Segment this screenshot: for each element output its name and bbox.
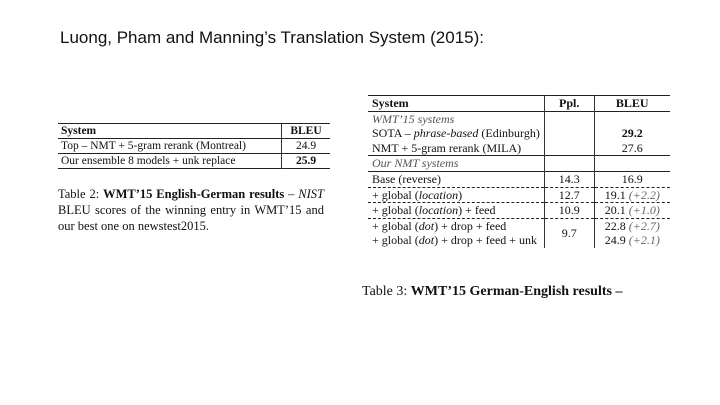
- t3-nmt-rerank-system: NMT + 5-gram rerank (MILA): [372, 140, 522, 155]
- table-2: [58, 123, 330, 169]
- slide-title: Luong, Pham and Manning’s Translation System (2015):: [60, 28, 484, 47]
- t3-base-ppl: 14.3: [544, 171, 594, 187]
- t3-gloc-bleu: 19.1 (+2.2): [594, 187, 670, 203]
- table-row: [368, 203, 670, 219]
- t2-caption-text: BLEU scores of the winning entry in WMT’15 and our best one on newstest2015.: [58, 203, 324, 233]
- t2-row1-system: Top – NMT + 5-gram rerank (Montreal): [61, 140, 246, 152]
- table-3: [368, 95, 670, 248]
- t3-caption-label: Table 3:: [362, 284, 408, 299]
- t3-gdotunk-bleu: 24.9 (+2.1): [594, 233, 670, 248]
- t3-glocfeed-ppl: 10.9: [544, 203, 594, 219]
- t3-base-bleu: 16.9: [594, 171, 670, 187]
- table-row: [368, 126, 670, 141]
- t3-caption-bold: WMT’15 German-English results –: [410, 284, 623, 299]
- t3-nmt-rerank-bleu: 27.6: [594, 141, 670, 156]
- t2-caption-label: Table 2:: [58, 187, 100, 201]
- t3-glocfeed-system: + global (location) + feed: [372, 203, 496, 218]
- t3-section-ours: Our NMT systems: [372, 156, 459, 171]
- t3-sota-bleu: 29.2: [594, 126, 670, 141]
- t3-gloc-system: + global (location): [372, 187, 463, 202]
- table-row: [368, 187, 670, 203]
- t2-caption-bold: WMT’15 English-German results: [103, 187, 285, 201]
- t3-gloc-ppl: 12.7: [544, 187, 594, 203]
- t3-sota-system: SOTA – phrase-based (Edinburgh): [372, 126, 540, 141]
- t3-header-bleu: BLEU: [594, 96, 670, 112]
- table-3-caption: [362, 284, 672, 300]
- table-row: [368, 233, 670, 248]
- t3-header-system: System: [372, 96, 409, 110]
- t2-row2-system: Our ensemble 8 models + unk replace: [61, 155, 236, 167]
- t3-gdot-ppl: 9.7: [544, 218, 594, 248]
- table-row: [368, 171, 670, 187]
- t3-header-ppl: Ppl.: [544, 96, 594, 112]
- t3-gdot-system: + global (dot) + drop + feed: [372, 218, 507, 233]
- table-row: [368, 218, 670, 233]
- t2-caption-dash: –: [284, 187, 295, 201]
- t3-gdot-bleu: 22.8 (+2.7): [594, 218, 670, 233]
- t2-caption-nist: NIST: [298, 187, 324, 201]
- t3-gdotunk-system: + global (dot) + drop + feed + unk: [372, 233, 538, 248]
- t2-row2-bleu: 25.9: [282, 154, 331, 169]
- t3-glocfeed-bleu: 20.1 (+1.0): [594, 203, 670, 219]
- t3-section-wmt: WMT’15 systems: [372, 111, 455, 126]
- t2-header-system: System: [61, 125, 97, 137]
- table-2-caption: [58, 186, 324, 234]
- t2-row1-bleu: 24.9: [282, 139, 331, 154]
- t3-base-system: Base (reverse): [372, 171, 441, 186]
- t2-header-bleu: BLEU: [282, 124, 331, 139]
- table-row: [58, 139, 330, 154]
- table-row: [58, 154, 330, 169]
- table-row: [368, 141, 670, 156]
